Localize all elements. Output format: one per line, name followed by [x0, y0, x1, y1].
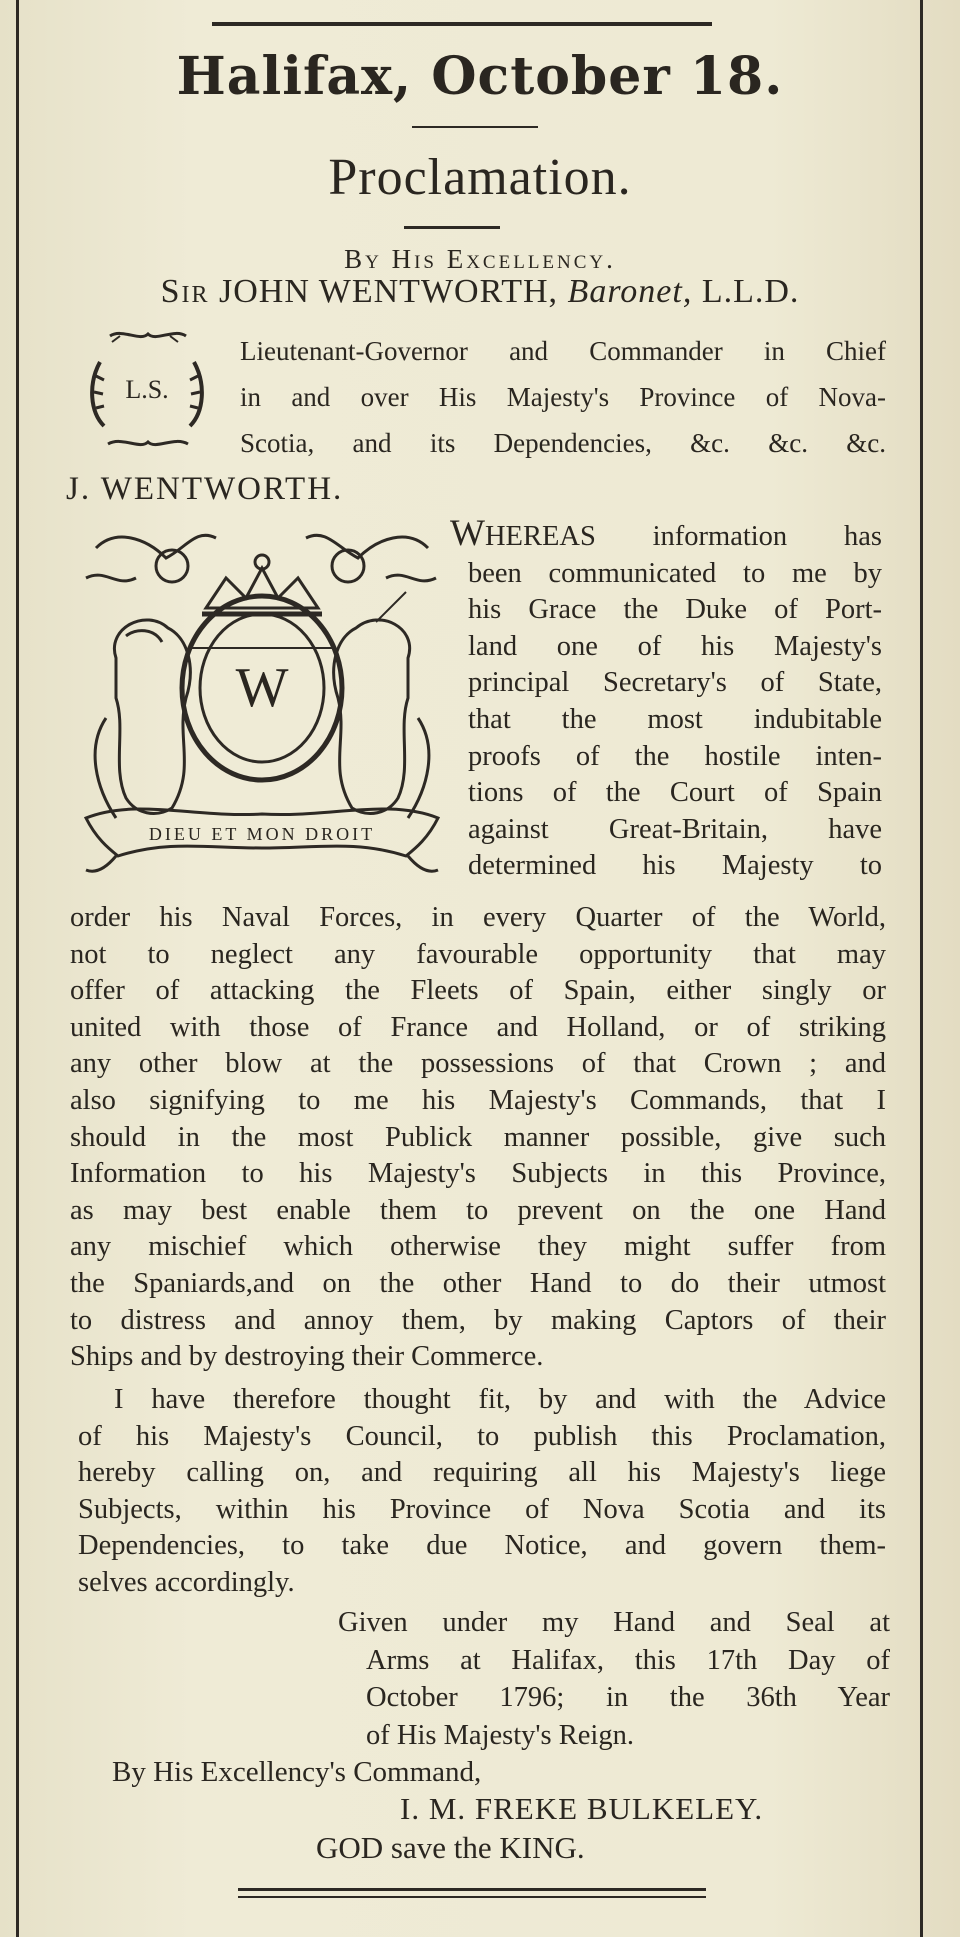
body-line: been communicated to me by [468, 557, 882, 589]
body-line: proofs of the hostile inten- [468, 740, 882, 772]
dateline: Halifax, October 18. [176, 46, 784, 107]
office-line: Scotia, and its Dependencies, &c. &c. &c. [240, 428, 886, 458]
by-command: By His Excellency's Command, [112, 1756, 482, 1788]
body-line: united with those of France and Holland, or of striking [70, 1011, 886, 1043]
body-line: any mischief which otherwise they might suffer from [70, 1231, 886, 1263]
right-column-rule [920, 0, 923, 1937]
issuer-name-line [60, 273, 900, 311]
left-column-rule [16, 0, 19, 1937]
body-line [450, 513, 882, 556]
body-line: Information to his Majesty's Subjects in this Province, [70, 1158, 886, 1190]
body-line: that the most indubitable [468, 703, 882, 735]
body-line: to distress and annoy them, by making Captors of their [70, 1304, 886, 1336]
body-line: offer of attacking the Fleets of Spain, either singly or [70, 975, 886, 1007]
office-line: Lieutenant-Governor and Commander in Chief [240, 336, 886, 366]
body-line: the Spaniards,and on the other Hand to do their utmost [70, 1267, 886, 1299]
body-line: order his Naval Forces, in every Quarter of the World, [70, 902, 886, 933]
body-line: selves accordingly. [78, 1566, 295, 1598]
dateline-rule [412, 126, 538, 128]
body-line: hereby calling on, and requiring all his Majesty's liege [78, 1457, 886, 1489]
body-line-text: HEREAS information has [484, 521, 882, 552]
body-line: determined his Majesty to [468, 850, 882, 882]
arms-motto: DIEU ET MON DROIT [148, 824, 376, 844]
title-rule [404, 226, 500, 229]
issuer-name: JOHN WENTWORTH, [218, 273, 559, 310]
proclamation-opening [450, 513, 882, 885]
given-line: Given under my Hand and Seal at [338, 1607, 890, 1638]
body-line: not to neglect any favourable opportunity that may [70, 938, 886, 970]
proclamation-body [70, 900, 886, 1376]
issuer-degree: L.L.D. [701, 273, 800, 310]
proclamation-title: Proclamation. [328, 149, 632, 206]
body-line: his Grace the Duke of Port- [468, 594, 882, 626]
arms-initial: W [235, 657, 289, 719]
body-line: also signifying to me his Majesty's Commands, that I [70, 1084, 886, 1116]
god-save-the-king: GOD save the KING. [316, 1830, 585, 1865]
body-line: any other blow at the possessions of that Crown ; and [70, 1048, 886, 1080]
body-line: land one of his Majesty's [468, 630, 882, 662]
ls-seal-icon [82, 326, 212, 456]
issuer-rank: Baronet, [567, 273, 693, 310]
given-under-hand [338, 1604, 890, 1754]
proclamation-paragraph-2 [78, 1382, 886, 1602]
drop-cap: W [450, 513, 485, 554]
body-line: principal Secretary's of State, [468, 667, 882, 699]
given-line: Arms at Halifax, this 17th Day of [366, 1644, 890, 1676]
body-line: of his Majesty's Council, to publish this Proclamation, [78, 1420, 886, 1452]
issuer-office [240, 328, 886, 466]
body-line: Dependencies, to take due Notice, and govern them- [78, 1530, 886, 1562]
body-line: should in the most Publick manner possible, give such [70, 1121, 886, 1153]
bottom-rule [238, 1888, 706, 1891]
bottom-rule [238, 1896, 706, 1898]
body-line: Subjects, within his Province of Nova Scotia and its [78, 1493, 886, 1525]
governor-signature: J. WENTWORTH. [66, 471, 344, 507]
secretary-signature: I. M. FREKE BULKELEY. [400, 1791, 764, 1826]
given-line: October 1796; in the 36th Year [366, 1682, 890, 1713]
by-his-excellency: By His Excellency. [344, 244, 616, 274]
body-line: tions of the Court of Spain [468, 777, 882, 809]
body-line: against Great-Britain, have [468, 813, 882, 845]
office-line: in and over His Majesty's Province of Nova- [240, 382, 886, 412]
royal-coat-of-arms-icon [76, 518, 448, 890]
body-line: as may best enable them to prevent on the one Hand [70, 1194, 886, 1226]
given-line: of His Majesty's Reign. [366, 1719, 634, 1751]
body-line: Ships and by destroying their Commerce. [70, 1341, 544, 1373]
top-rule [212, 22, 712, 26]
issuer-sir: Sir [160, 273, 210, 310]
body-line: I have therefore thought fit, by and with the Advice [114, 1384, 886, 1415]
ls-seal-label: L.S. [125, 375, 169, 404]
